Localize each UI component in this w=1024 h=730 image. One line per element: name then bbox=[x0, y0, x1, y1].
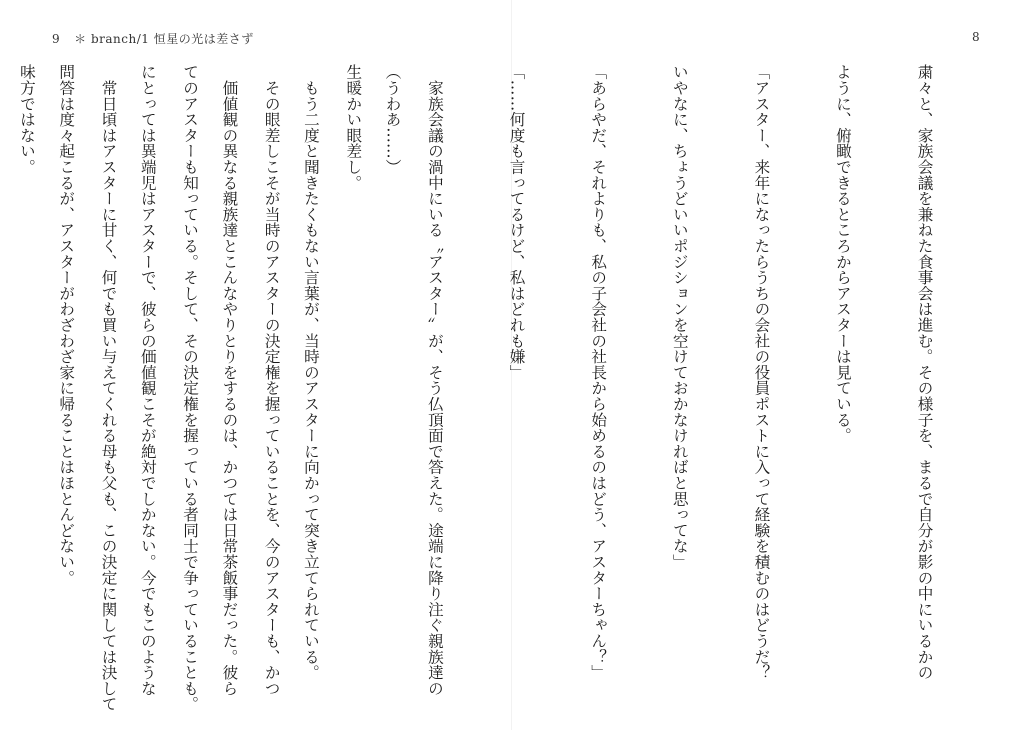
text-line: 「……何度も言ってるけど、私はどれも嫌」 bbox=[507, 64, 526, 380]
text-line: 生暖かい眼差し。 bbox=[344, 64, 363, 191]
text-line: （うわあ……） bbox=[383, 64, 402, 175]
running-title: ＊ branch/1 恒星の光は差さず bbox=[74, 32, 254, 46]
text-line: 「あらやだ、それよりも、私の子会社の社長から始めるのはどう、アスターちゃん？」 bbox=[589, 64, 608, 681]
text-line: 問答は度々起こるが、アスターがわざわざ家に帰ることはほとんどない。 bbox=[57, 64, 76, 586]
text-line: にとっては異端児はアスターで、彼らの価値観こそが絶対でしかない。今でもこのような bbox=[138, 64, 157, 696]
text-line: もう二度と聞きたくもない言葉が、当時のアスターに向かって突き立てられている。 bbox=[301, 64, 320, 681]
left-page-header bbox=[52, 30, 254, 47]
left-page-number: 9 bbox=[52, 32, 61, 46]
text-line: 味方ではない。 bbox=[17, 64, 36, 175]
text-line: その眼差しこそが当時のアスターの決定権を握っていることを、今のアスターも、かつ bbox=[262, 64, 281, 696]
text-line: 「アスター、来年になったらうちの会社の役員ポストに入って経験を積むのはどうだ？ bbox=[752, 64, 771, 681]
text-line: 粛々と、家族会議を兼ねた食事会は進む。その様子を、まるで自分が影の中にいるかの bbox=[915, 64, 934, 681]
text-line: 価値観の異なる親族達とこんなやりとりをするのは、かつては日常茶飯事だった。彼ら bbox=[220, 64, 239, 696]
text-line: てのアスターも知っている。そして、その決定権を握っている者同士で争っていることも。 bbox=[181, 64, 200, 712]
text-line: 常日頃はアスターに甘く、何でも買い与えてくれる母も父も、この決定に関しては決して bbox=[99, 64, 118, 712]
text-line: ように、俯瞰できるところからアスターは見ている。 bbox=[833, 64, 852, 444]
text-line: いやなに、ちょうどいいポジションを空けておかなければと思ってな」 bbox=[670, 64, 689, 570]
right-page-number: 8 bbox=[972, 30, 981, 44]
text-line: 家族会議の渦中にいる〝アスター〟が、そう仏頂面で答えた。途端に降り注ぐ親族達の bbox=[425, 64, 444, 696]
